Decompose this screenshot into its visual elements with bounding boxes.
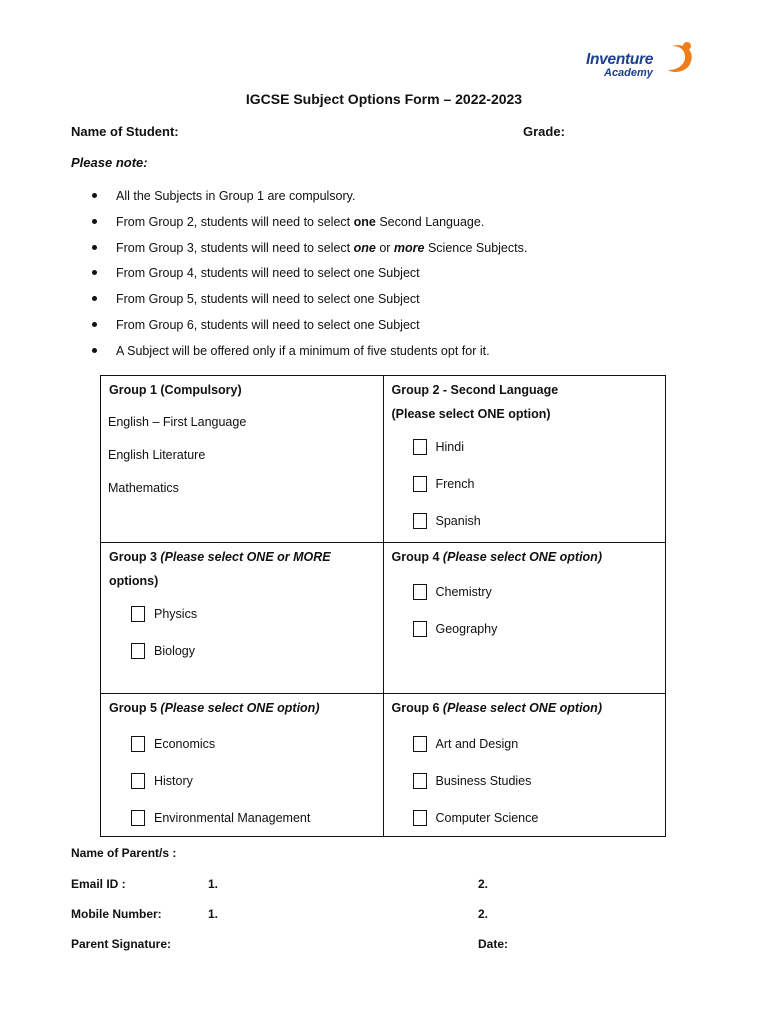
email-1-number: 1. xyxy=(208,877,219,891)
option-economics[interactable] xyxy=(131,725,383,762)
option-label: Physics xyxy=(154,606,198,621)
inventure-academy-logo xyxy=(584,38,696,82)
group-3-title: Group 3 (Please select ONE or MORE xyxy=(109,550,331,564)
option-label: Computer Science xyxy=(435,810,539,825)
form-title: IGCSE Subject Options Form – 2022-2023 xyxy=(245,91,523,107)
option-hindi[interactable] xyxy=(413,428,666,465)
group-4-title: Group 4 (Please select ONE option) xyxy=(391,550,602,564)
group-6-cell xyxy=(383,694,666,837)
checkbox[interactable] xyxy=(413,476,427,492)
note-item xyxy=(71,186,671,212)
checkbox[interactable] xyxy=(413,439,427,455)
option-label: Biology xyxy=(154,643,195,658)
option-label: Economics xyxy=(154,736,216,751)
checkbox[interactable] xyxy=(413,736,427,752)
option-french[interactable] xyxy=(413,465,666,502)
option-label: Geography xyxy=(435,621,498,636)
option-label: History xyxy=(154,773,193,788)
checkbox[interactable] xyxy=(413,584,427,600)
group-1-subject: English – First Language xyxy=(108,415,247,429)
option-history[interactable] xyxy=(131,762,383,799)
note-text: A Subject will be offered only if a minimum of five students opt for it. xyxy=(116,343,490,358)
option-label: Art and Design xyxy=(435,736,519,751)
option-computer-science[interactable] xyxy=(413,799,666,836)
checkbox[interactable] xyxy=(413,621,427,637)
email-2-number: 2. xyxy=(478,877,489,891)
subject-groups-table xyxy=(100,375,666,837)
option-spanish[interactable] xyxy=(413,502,666,539)
group-5-title: Group 5 (Please select ONE option) xyxy=(109,701,320,715)
note-item: From Group 2, students will need to select one Second Language. xyxy=(71,212,671,238)
note-item xyxy=(71,341,671,367)
logo-text-academy: Academy xyxy=(604,67,653,79)
date-label: Date: xyxy=(478,937,509,951)
checkbox[interactable] xyxy=(413,773,427,789)
note-text: From Group 5, students will need to select one Subject xyxy=(116,292,420,307)
option-label: Chemistry xyxy=(435,584,492,599)
group-1-title: Group 1 (Compulsory) xyxy=(109,383,242,397)
note-text: From Group 6, students will need to select one Subject xyxy=(116,317,420,332)
group-2-cell xyxy=(383,376,666,543)
grade-label: Grade: xyxy=(523,124,565,139)
option-business-studies[interactable] xyxy=(413,762,666,799)
please-note-label: Please note: xyxy=(71,155,148,170)
option-chemistry[interactable] xyxy=(413,573,666,610)
option-art-and-design[interactable] xyxy=(413,725,666,762)
note-item: From Group 3, students will need to select one or more Science Subjects. xyxy=(71,238,671,264)
checkbox[interactable] xyxy=(131,606,145,622)
email-label: Email ID : xyxy=(71,877,126,891)
group-6-title: Group 6 (Please select ONE option) xyxy=(391,701,602,715)
notes-list xyxy=(71,186,671,367)
group-2-instruction: (Please select ONE option) xyxy=(391,407,551,421)
option-biology[interactable] xyxy=(131,632,383,669)
option-label: French xyxy=(435,476,475,491)
group-2-title: Group 2 - Second Language xyxy=(391,383,559,397)
logo-swoosh-icon xyxy=(666,40,696,76)
option-label: Business Studies xyxy=(435,773,532,788)
checkbox[interactable] xyxy=(413,513,427,529)
group-4-cell xyxy=(383,543,666,694)
group-1-cell xyxy=(101,376,384,543)
option-physics[interactable] xyxy=(131,595,383,632)
parent-name-label: Name of Parent/s : xyxy=(71,846,177,860)
group-1-subject: Mathematics xyxy=(108,481,179,495)
option-label: Spanish xyxy=(435,513,481,528)
note-item xyxy=(71,263,671,289)
option-label: Environmental Management xyxy=(154,810,311,825)
option-geography[interactable] xyxy=(413,610,666,647)
group-3-instruction-cont: options) xyxy=(109,574,159,588)
checkbox[interactable] xyxy=(131,773,145,789)
group-5-cell xyxy=(101,694,384,837)
mobile-2-number: 2. xyxy=(478,907,489,921)
option-label: Hindi xyxy=(435,439,464,454)
checkbox[interactable] xyxy=(131,810,145,826)
mobile-label: Mobile Number: xyxy=(71,907,162,921)
parent-signature-label: Parent Signature: xyxy=(71,937,172,951)
note-text: From Group 4, students will need to select one Subject xyxy=(116,266,420,281)
checkbox[interactable] xyxy=(131,736,145,752)
logo-text-inventure: Inventure xyxy=(586,51,654,68)
student-name-label: Name of Student: xyxy=(71,124,179,139)
note-item xyxy=(71,289,671,315)
checkbox[interactable] xyxy=(413,810,427,826)
option-environmental-management[interactable] xyxy=(131,799,383,836)
mobile-1-number: 1. xyxy=(208,907,219,921)
note-item xyxy=(71,315,671,341)
group-1-subject: English Literature xyxy=(108,448,206,462)
group-3-cell xyxy=(101,543,384,694)
checkbox[interactable] xyxy=(131,643,145,659)
note-text: All the Subjects in Group 1 are compulsory. xyxy=(116,189,356,203)
